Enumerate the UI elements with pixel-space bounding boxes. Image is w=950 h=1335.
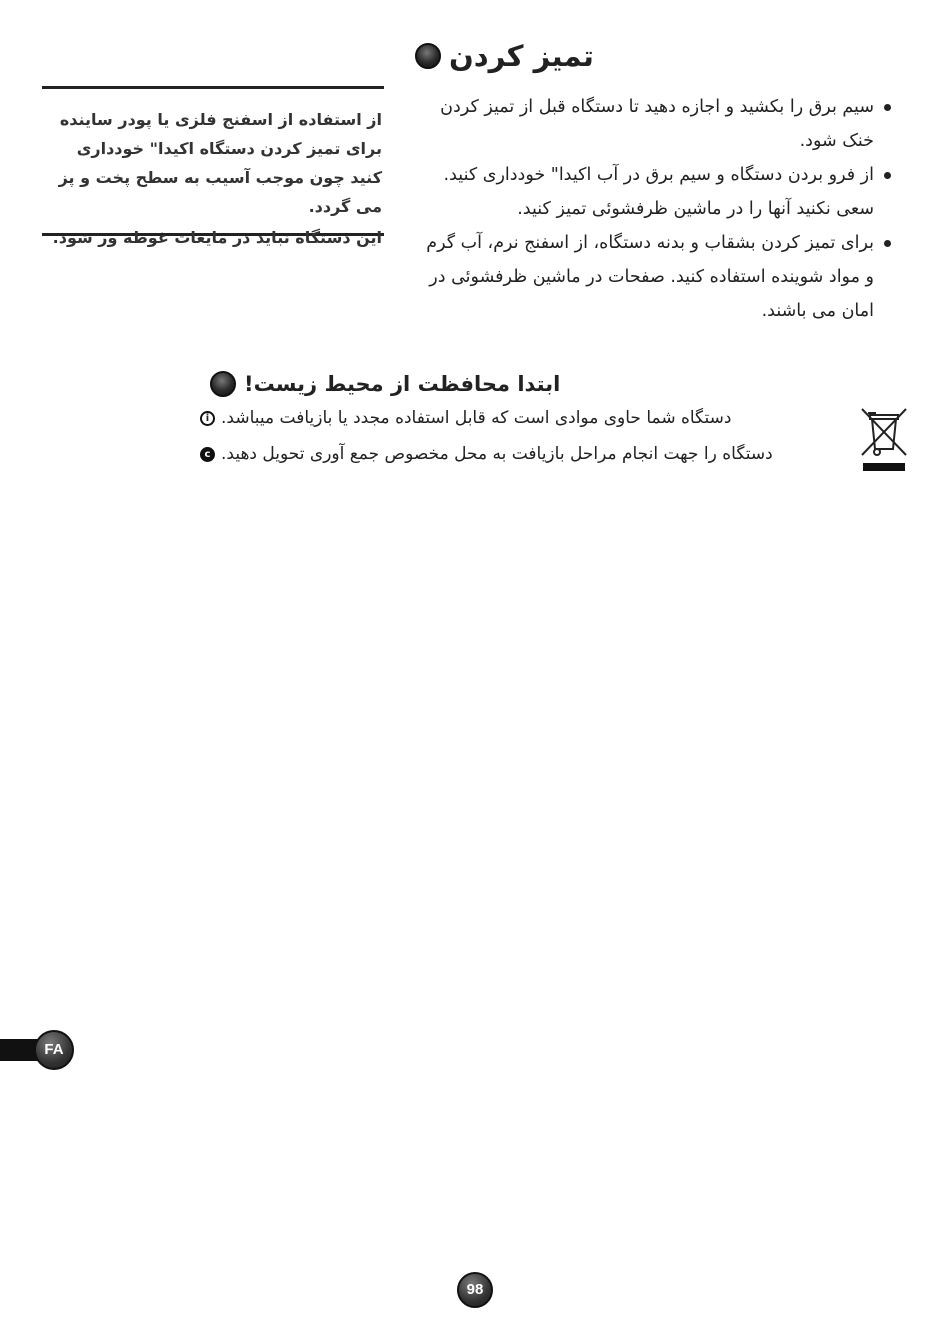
environment-section (210, 370, 907, 398)
recycle-icon: c (200, 447, 215, 462)
section-bullet-icon (415, 43, 441, 69)
crossed-bin-icon (860, 405, 908, 475)
warning-text: از استفاده از اسفنج فلزی یا پودر ساینده برای تمیز کردن دستگاه اکیدا" خودداری کنید چون موجب آسیب به سطح پخت و پز می گردد. (58, 110, 382, 216)
cleaning-list (415, 90, 892, 328)
page-number: 98 (457, 1272, 493, 1308)
environment-line (200, 438, 856, 470)
info-icon: i (200, 411, 215, 426)
cleaning-section (415, 38, 892, 328)
language-badge: FA (34, 1030, 74, 1070)
warning-box (42, 86, 384, 247)
environment-text: دستگاه را جهت انجام مراحل بازیافت به محل مخصوص جمع آوری تحویل دهید. (221, 444, 773, 464)
list-item: از فرو بردن دستگاه و سیم برق در آب اکیدا" خودداری کنید. سعی نکنید آنها را در ماشین ظرفشوئی تمیز کنید. (415, 158, 892, 226)
section-bullet-icon (210, 371, 236, 397)
cleaning-heading (415, 38, 892, 74)
environment-text: دستگاه شما حاوی موادی است که قابل استفاده مجدد یا بازیافت میباشد. (221, 408, 732, 428)
environment-title: ابتدا محافظت از محیط زیست! (244, 372, 561, 396)
environment-heading (210, 370, 907, 398)
cleaning-title: تمیز کردن (449, 39, 594, 73)
warning-text: این دستگاه نباید در مایعات غوطه ور شود. (52, 228, 382, 247)
environment-line (200, 402, 856, 434)
list-item: برای تمیز کردن بشقاب و بدنه دستگاه، از اسفنج نرم، آب گرم و مواد شوینده استفاده کنید. صفحات در ماشین ظرفشوئی در امان می باشند. (415, 226, 892, 328)
list-item: سیم برق را بکشید و اجازه دهید تا دستگاه قبل از تمیز کردن خنک شود. (415, 90, 892, 158)
environment-lines (200, 402, 856, 470)
